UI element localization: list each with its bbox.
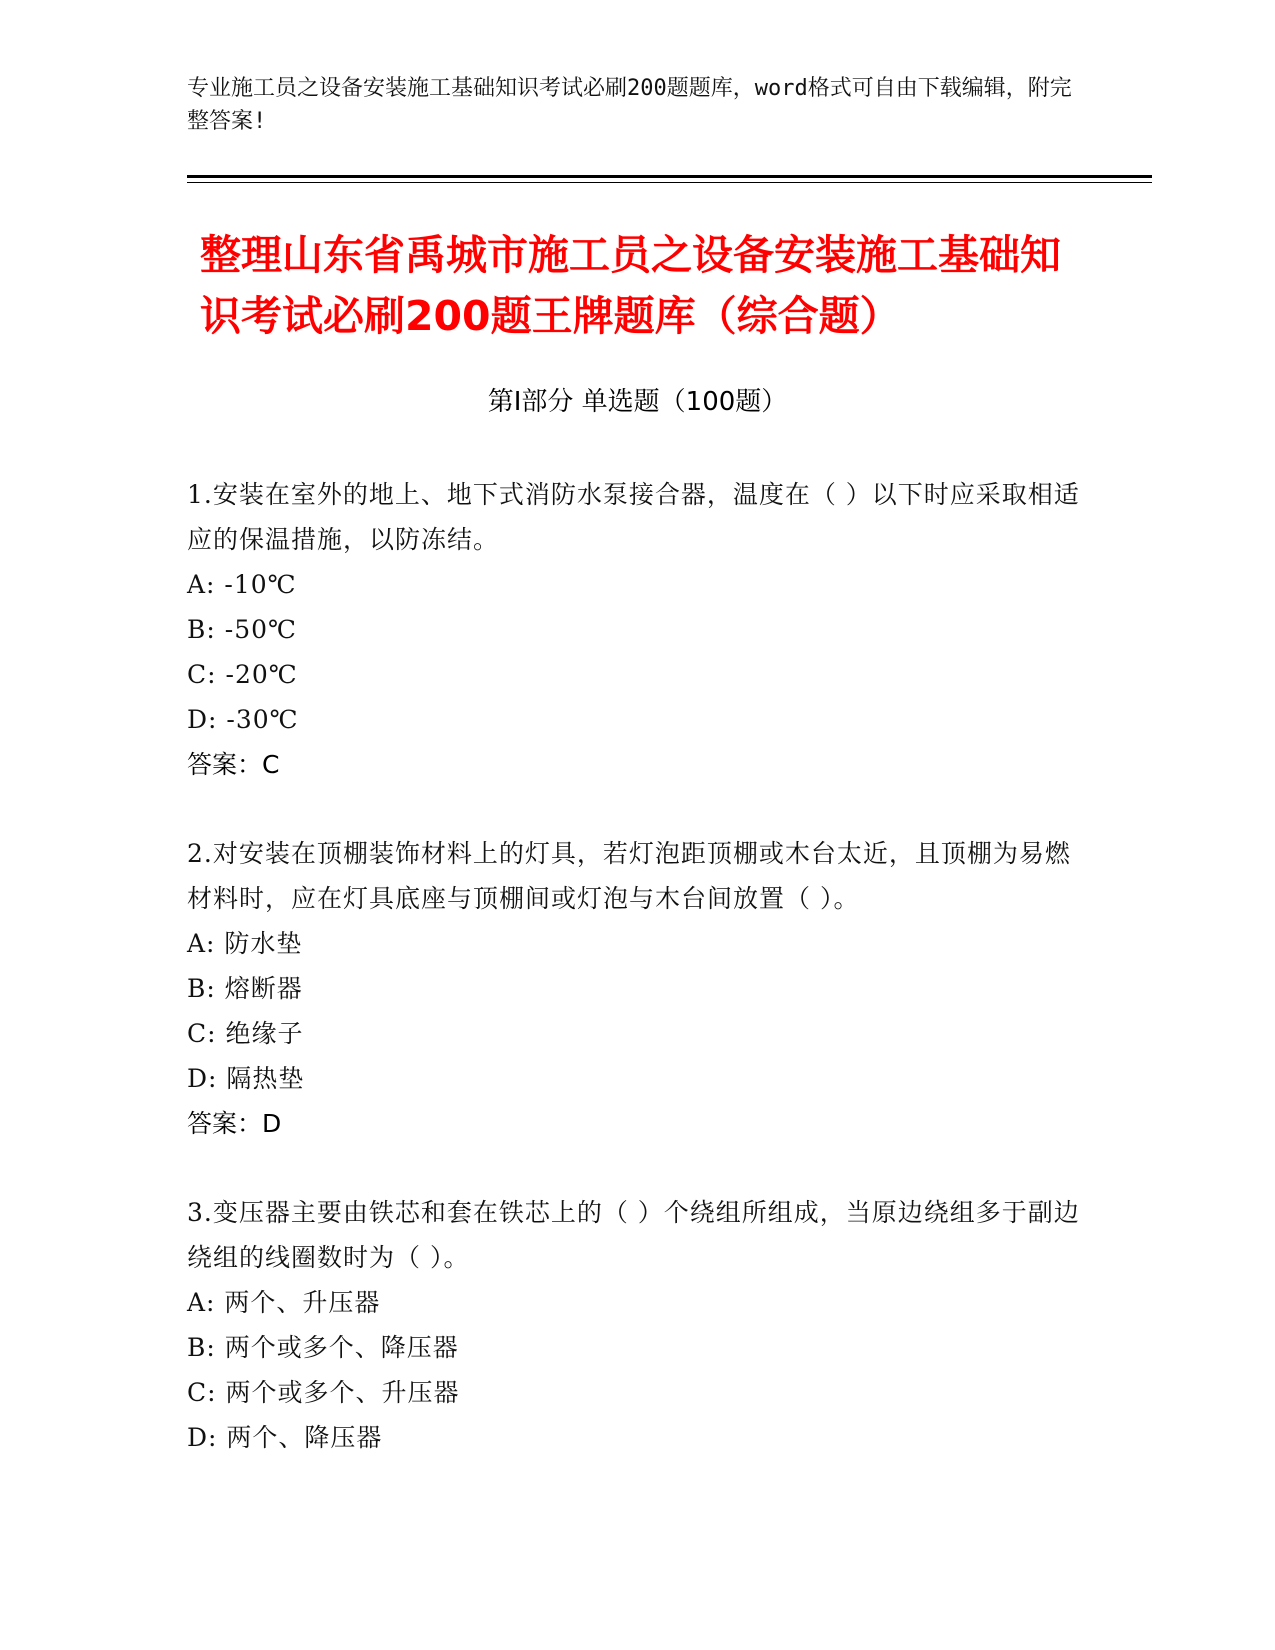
answer: 答案：C: [187, 750, 280, 779]
document-title: 整理山东省禹城市施工员之设备安装施工基础知识考试必刷200题王牌题库（综合题）: [200, 231, 1061, 340]
option-b: B: -50℃: [187, 615, 297, 644]
option-a: A: 两个、升压器: [187, 1288, 381, 1317]
option-b: B: 熔断器: [187, 974, 303, 1003]
option-b: B: 两个或多个、降压器: [187, 1333, 459, 1362]
question-list: [187, 472, 1087, 1504]
option-c: C: 两个或多个、升压器: [187, 1378, 460, 1407]
question-3: [187, 1190, 1087, 1460]
option-a: A: 防水垫: [187, 929, 303, 958]
question-1: [187, 472, 1087, 787]
header-rule-thick: [187, 175, 1152, 178]
question-stem: 2.对安装在顶棚装饰材料上的灯具，若灯泡距顶棚或木台太近，且顶棚为易燃材料时，应在灯具底座与顶棚间或灯泡与木台间放置（ ）。: [187, 839, 1071, 913]
header-note: 专业施工员之设备安装施工基础知识考试必刷200题题库，word格式可自由下载编辑，附完整答案!: [187, 76, 1072, 134]
option-d: D: 隔热垫: [187, 1064, 305, 1093]
option-a: A: -10℃: [187, 570, 297, 599]
question-2: [187, 831, 1087, 1146]
option-d: D: -30℃: [187, 705, 299, 734]
question-stem: 3.变压器主要由铁芯和套在铁芯上的（ ）个绕组所组成，当原边绕组多于副边绕组的线圈数时为（ ）。: [187, 1198, 1080, 1272]
option-c: C: 绝缘子: [187, 1019, 304, 1048]
option-c: C: -20℃: [187, 660, 298, 689]
section-title: 第I部分 单选题（100题）: [487, 387, 788, 417]
option-d: D: 两个、降压器: [187, 1423, 383, 1452]
answer: 答案：D: [187, 1109, 282, 1138]
question-stem: 1.安装在室外的地上、地下式消防水泵接合器，温度在（ ）以下时应采取相适应的保温措施，以防冻结。: [187, 480, 1080, 554]
header-rule-thin: [187, 182, 1152, 183]
